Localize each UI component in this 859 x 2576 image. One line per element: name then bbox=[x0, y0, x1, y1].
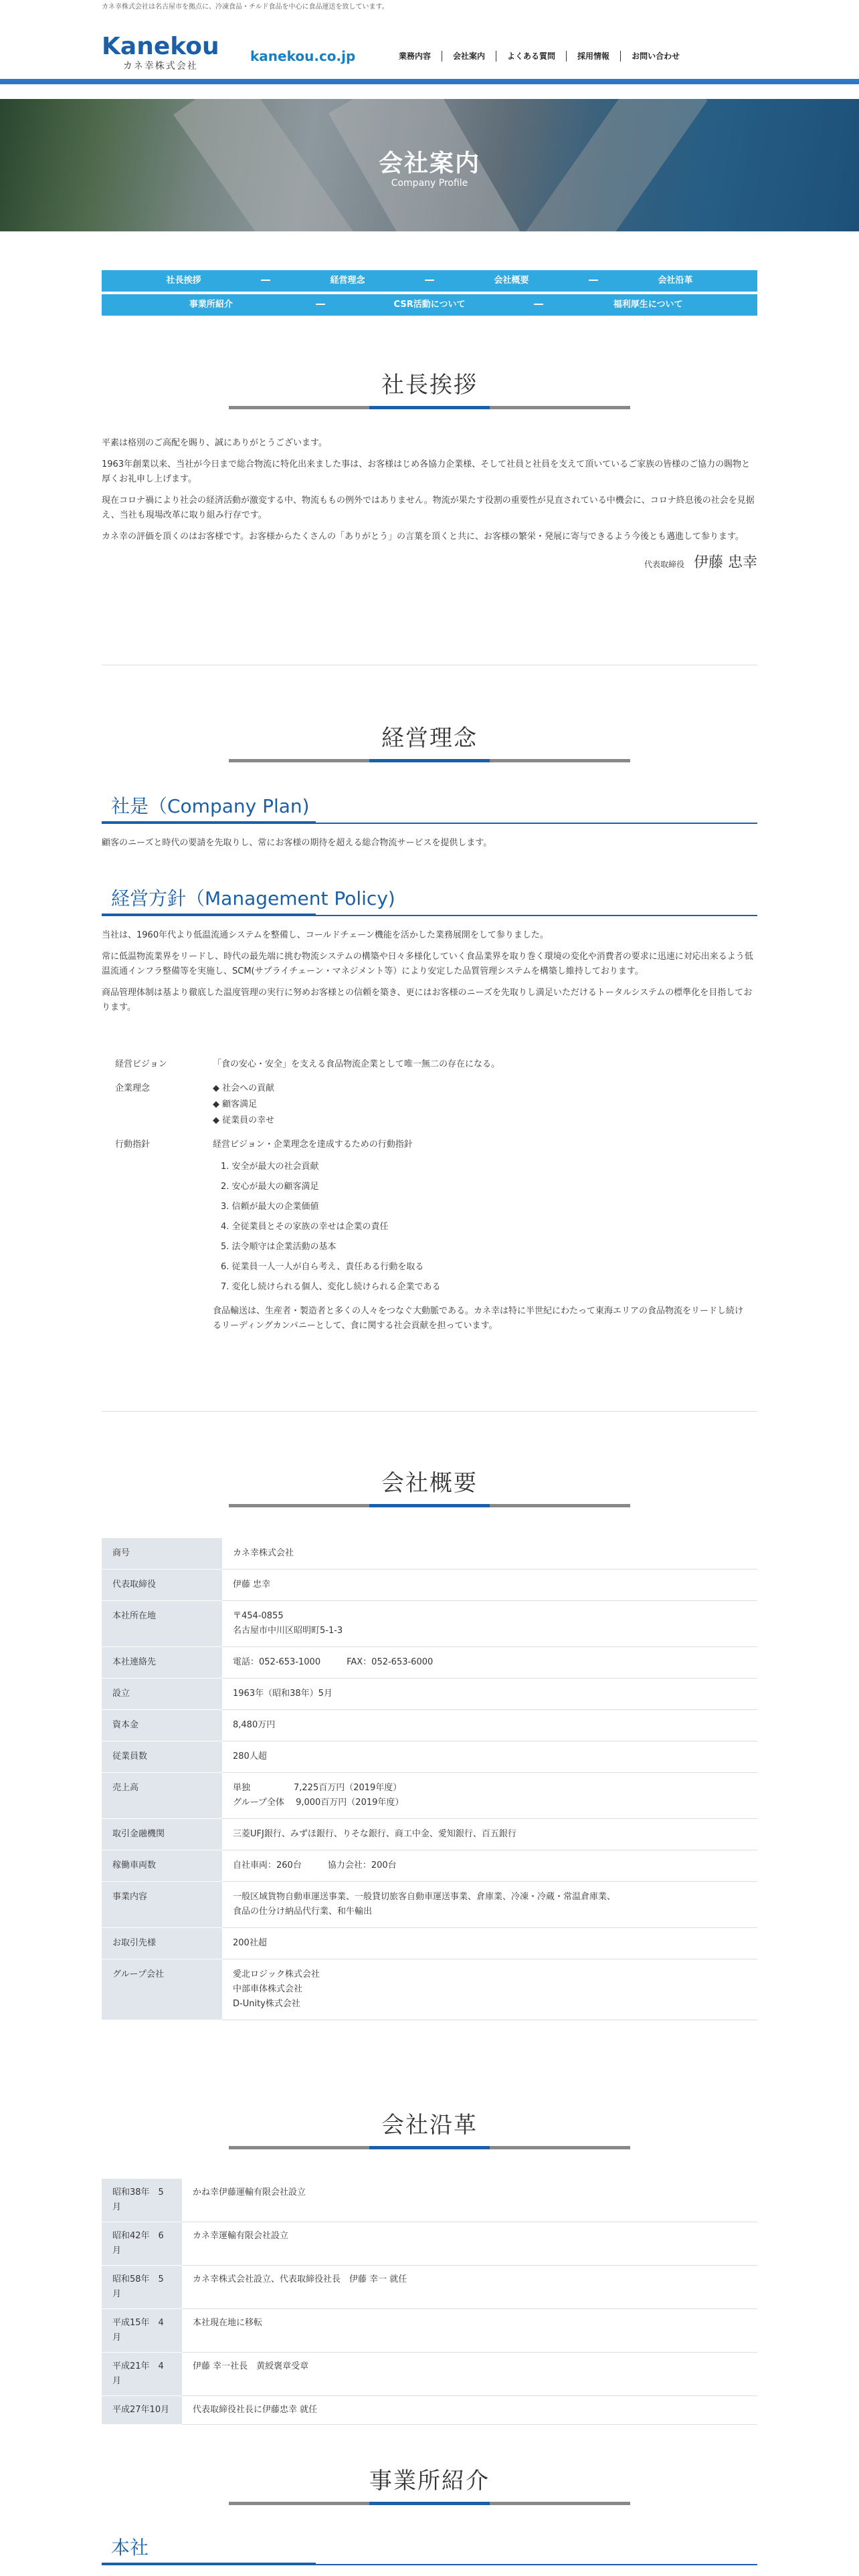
row-value: 電話：052-653-1000 FAX：052-653-6000 bbox=[222, 1647, 757, 1679]
greeting-paragraph: 現在コロナ禍により社会の経済活動が激変する中、物流ももの例外ではありません。物流が果たす役割の重要性が見直されている中機会に、コロナ終息後の社会を見据え、当社も現場改革に取り組み行存です。 bbox=[102, 496, 755, 520]
subnav-welfare[interactable]: 福利厚生について bbox=[613, 300, 683, 310]
signature bbox=[102, 551, 757, 572]
policy-table bbox=[115, 1057, 744, 1341]
history-date: 昭和58年 5月 bbox=[102, 2266, 182, 2309]
guide-label: 行動指針 bbox=[115, 1140, 151, 1150]
history-event: 代表取締役社長に伊藤忠幸 就任 bbox=[182, 2396, 757, 2425]
guide-item: 7. 変化し続けられる個人、変化し続けられる企業である bbox=[221, 1282, 441, 1292]
table-row bbox=[102, 1959, 757, 2020]
row-value: グループ全体 9,000百万円（2019年度） bbox=[233, 1798, 404, 1808]
table-row bbox=[102, 2179, 757, 2222]
greeting-body bbox=[102, 436, 757, 572]
guide-outro: 食品輸送は、生産者・製造者と多くの人々をつなぐ大動脈である。カネ幸は特に半世紀にわたって東海エリアの食品物流をリードし続けるリーディングカンパニーとして、食に関する社会貢献を担っています。 bbox=[213, 1306, 744, 1331]
row-value: 200社超 bbox=[222, 1928, 757, 1959]
table-row bbox=[102, 1850, 757, 1882]
section-nav bbox=[102, 270, 757, 318]
row-value: 中部車体株式会社 bbox=[233, 1984, 303, 1994]
ideal-item: ◆ 従業員の幸せ bbox=[213, 1115, 275, 1125]
policy-paragraph: 常に低温物流業界をリードし、時代の最先端に挑む物流システムの構築や日々多様化していく食品業界を取り巻く環境の変化や消費者の要求に迅速に対応出来るよう低温流通インフラ整備等を実施し、SCM(サプライチェーン・マネジメント等）により安定した品質管理システムを構築し維持しております。 bbox=[102, 952, 753, 976]
ideal-item: ◆ 顧客満足 bbox=[213, 1099, 258, 1109]
row-key: 本社所在地 bbox=[102, 1601, 222, 1647]
vision-text: 「食の安心・安全」を支える食品物流企業として唯一無二の存在になる。 bbox=[213, 1059, 500, 1069]
ideal-item: ◆ 社会への貢献 bbox=[213, 1083, 275, 1093]
policy-title: 経営方針（Management Policy) bbox=[111, 887, 395, 909]
row-value: 単独 7,225百万円（2019年度） bbox=[233, 1783, 402, 1793]
nav-item-services[interactable]: 業務内容 bbox=[388, 51, 442, 62]
table-row bbox=[102, 1741, 757, 1773]
table-row bbox=[102, 1538, 757, 1570]
row-value: 1963年（昭和38年）5月 bbox=[222, 1679, 757, 1710]
row-value: D-Unity株式会社 bbox=[233, 1999, 300, 2009]
philosophy-title: 経営理念 bbox=[381, 725, 478, 752]
row-value: 自社車両：260台 協力会社：200台 bbox=[222, 1850, 757, 1882]
overview-table bbox=[102, 1538, 757, 2020]
guide-item: 1. 安全が最大の社会貢献 bbox=[221, 1162, 319, 1172]
policy-body bbox=[102, 928, 757, 1022]
logo-text-en: Kanekou bbox=[102, 33, 219, 60]
signature-role: 代表取締役 bbox=[644, 560, 684, 569]
company-plan-text-block bbox=[102, 836, 757, 857]
philosophy-heading bbox=[102, 720, 757, 762]
history-date: 平成15年 4月 bbox=[102, 2309, 182, 2353]
row-key: 稼働車両数 bbox=[102, 1850, 222, 1882]
row-key: 設立 bbox=[102, 1679, 222, 1710]
nav-item-company[interactable]: 会社案内 bbox=[442, 51, 496, 62]
greeting-paragraph: 平素は格別のご高配を賜り、誠にありがとうございます。 bbox=[102, 438, 327, 448]
history-date: 昭和38年 5月 bbox=[102, 2179, 182, 2222]
guide-intro: 経営ビジョン・企業理念を達成するための行動指針 bbox=[213, 1140, 413, 1150]
table-row bbox=[102, 1570, 757, 1601]
domain-label: kanekou.co.jp bbox=[250, 48, 356, 64]
logo-text-jp: カネ幸株式会社 bbox=[122, 61, 198, 72]
row-value: 三菱UFJ銀行、みずほ銀行、りそな銀行、商工中金、愛知銀行、百五銀行 bbox=[222, 1819, 757, 1850]
row-value: カネ幸株式会社 bbox=[222, 1538, 757, 1570]
row-value: 〒454-0855 bbox=[233, 1611, 284, 1621]
row-key: 取引金融機関 bbox=[102, 1819, 222, 1850]
greeting-paragraph: 1963年創業以来、当社が今日まで総合物流に特化出来ました事は、お客様はじめ各協力企業様、そして社員と社員を支えて頂いているご家族の皆様のご協力の賜物と厚くお礼申し上げます。 bbox=[102, 459, 751, 484]
row-key: 本社連絡先 bbox=[102, 1647, 222, 1679]
history-event: かね幸伊藤運輸有限会社設立 bbox=[182, 2179, 757, 2222]
head-office-title: 本社 bbox=[111, 2537, 149, 2559]
offices-heading bbox=[102, 2462, 757, 2505]
overview-heading bbox=[102, 1465, 757, 1507]
nav-item-faq[interactable]: よくある質問 bbox=[496, 51, 567, 62]
table-row bbox=[102, 2309, 757, 2353]
greeting-title: 社長挨拶 bbox=[381, 372, 478, 399]
table-row bbox=[102, 2353, 757, 2396]
row-key: 事業内容 bbox=[102, 1882, 222, 1928]
nav-item-contact[interactable]: お問い合わせ bbox=[632, 51, 680, 61]
ideal-label: 企業理念 bbox=[115, 1083, 151, 1093]
table-row bbox=[102, 2222, 757, 2266]
subnav-greeting[interactable]: 社長挨拶 bbox=[102, 270, 266, 292]
policy-paragraph: 商品管理体制は基より徹底した温度管理の実行に努めお客様との信頼を築き、更にはお客様のニーズを先取りし満足いただけるトータルシステムの標準化を目指しております。 bbox=[102, 988, 753, 1012]
greeting-heading bbox=[102, 366, 757, 409]
company-plan-title: 社是（Company Plan) bbox=[111, 795, 310, 817]
table-row bbox=[102, 1679, 757, 1710]
hero-subtitle: Company Profile bbox=[391, 178, 468, 189]
row-value: 280人超 bbox=[222, 1741, 757, 1773]
history-title: 会社沿革 bbox=[381, 2112, 478, 2139]
policy-paragraph: 当社は、1960年代より低温流通システムを整備し、コールドチェーン機能を活かした業務展開をして参りました。 bbox=[102, 930, 549, 940]
row-key: 商号 bbox=[102, 1538, 222, 1570]
signature-name: 伊藤 忠幸 bbox=[694, 554, 757, 571]
history-event: カネ幸株式会社設立、代表取締役社長 伊藤 幸一 就任 bbox=[182, 2266, 757, 2309]
company-plan-heading bbox=[102, 792, 757, 824]
policy-heading bbox=[102, 884, 757, 916]
row-key: 従業員数 bbox=[102, 1741, 222, 1773]
subnav-history[interactable]: 会社沿革 bbox=[658, 276, 693, 286]
row-key: 売上高 bbox=[102, 1773, 222, 1819]
history-date: 昭和42年 6月 bbox=[102, 2222, 182, 2266]
vision-label: 経営ビジョン bbox=[115, 1059, 167, 1069]
history-date: 平成21年 4月 bbox=[102, 2353, 182, 2396]
top-announcement: カネ幸株式会社は名古屋市を拠点に、冷凍食品・チルド食品を中心に食品運送を致しています。 bbox=[102, 3, 389, 11]
history-table-wrap bbox=[102, 2179, 757, 2425]
table-row bbox=[102, 1928, 757, 1959]
row-value: 8,480万円 bbox=[222, 1710, 757, 1741]
offices-title: 事業所紹介 bbox=[369, 2468, 490, 2494]
history-date: 平成27年10月 bbox=[102, 2396, 182, 2425]
history-table bbox=[102, 2179, 757, 2425]
row-key: お取引先様 bbox=[102, 1928, 222, 1959]
head-office-heading bbox=[102, 2533, 757, 2565]
company-plan-text: 顧客のニーズと時代の要請を先取りし、常にお客様の期待を超える総合物流サービスを提供します。 bbox=[102, 838, 492, 848]
guide-list bbox=[221, 1157, 744, 1297]
table-row bbox=[102, 2266, 757, 2309]
hero-title: 会社案内 bbox=[378, 150, 480, 177]
subnav-overview[interactable]: 会社概要 bbox=[430, 270, 593, 292]
row-value: 食品の仕分け納品代行業、和牛輸出 bbox=[233, 1907, 373, 1917]
logo[interactable] bbox=[102, 33, 219, 72]
table-row bbox=[102, 1882, 757, 1928]
table-row bbox=[102, 1819, 757, 1850]
history-event: 伊藤 幸一社長 黄綬褒章受章 bbox=[182, 2353, 757, 2396]
guide-item: 2. 安心が最大の顧客満足 bbox=[221, 1182, 319, 1192]
subnav-csr[interactable]: CSR活動について bbox=[320, 294, 539, 316]
row-key: グループ会社 bbox=[102, 1959, 222, 2020]
main-nav bbox=[388, 51, 690, 62]
nav-item-recruit[interactable]: 採用情報 bbox=[567, 51, 621, 62]
table-row bbox=[102, 1773, 757, 1819]
overview-table-wrap bbox=[102, 1538, 757, 2020]
overview-title: 会社概要 bbox=[381, 1470, 478, 1497]
history-event: カネ幸運輸有限会社設立 bbox=[182, 2222, 757, 2266]
row-key: 資本金 bbox=[102, 1710, 222, 1741]
divider bbox=[102, 1411, 757, 1412]
guide-item: 3. 信頼が最大の企業価値 bbox=[221, 1202, 319, 1212]
subnav-offices[interactable]: 事業所紹介 bbox=[102, 294, 320, 316]
guide-item: 6. 従業員一人一人が自ら考え、責任ある行動を取る bbox=[221, 1262, 424, 1272]
header-accent-bar bbox=[0, 79, 859, 84]
greeting-paragraph: カネ幸の評価を頂くのはお客様です。お客様からたくさんの「ありがとう」の言葉を頂くと共に、お客様の繁栄・発展に寄与できるよう今後とも邁進して参ります。 bbox=[102, 532, 744, 542]
row-key: 代表取締役 bbox=[102, 1570, 222, 1601]
history-event: 本社現在地に移転 bbox=[182, 2309, 757, 2353]
table-row bbox=[102, 1601, 757, 1647]
row-value: 一般区域貨物自動車運送事業、一般貸切旅客自動車運送事業、倉庫業、冷凍・冷蔵・常温倉庫業、 bbox=[233, 1892, 616, 1902]
table-row bbox=[102, 2396, 757, 2425]
row-value: 名古屋市中川区昭明町5-1-3 bbox=[233, 1626, 343, 1636]
table-row bbox=[102, 1647, 757, 1679]
guide-item: 5. 法令順守は企業活動の基本 bbox=[221, 1242, 337, 1252]
history-heading bbox=[102, 2107, 757, 2149]
guide-item: 4. 全従業員とその家族の幸せは企業の責任 bbox=[221, 1222, 389, 1232]
hero-banner bbox=[0, 99, 859, 231]
row-value: 愛北ロジック株式会社 bbox=[233, 1969, 320, 1979]
row-value: 伊藤 忠幸 bbox=[222, 1570, 757, 1601]
subnav-philosophy[interactable]: 経営理念 bbox=[266, 270, 430, 292]
table-row bbox=[102, 1710, 757, 1741]
